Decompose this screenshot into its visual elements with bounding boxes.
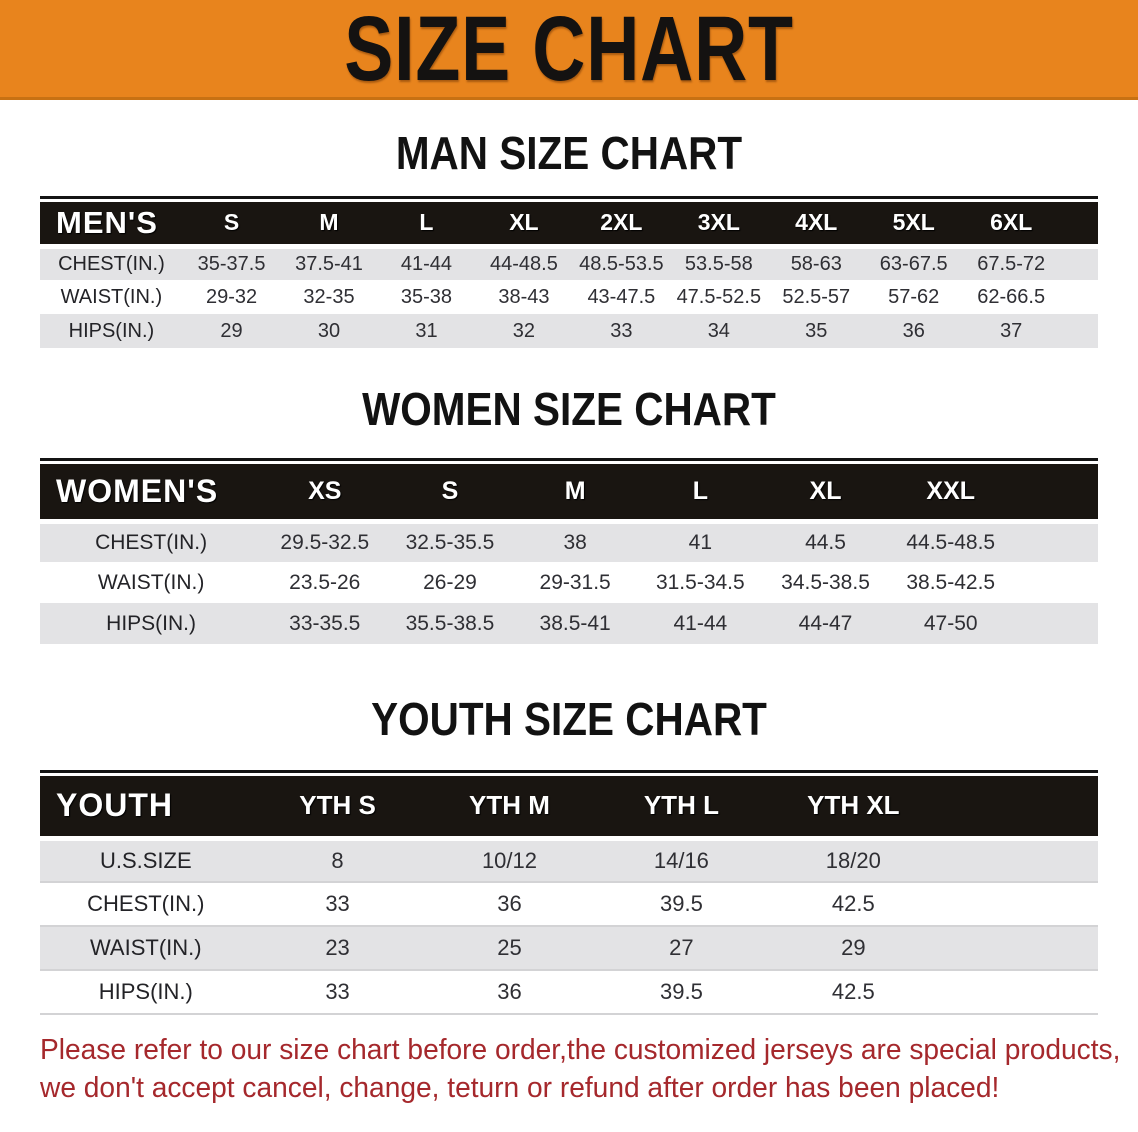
youth-size-value-cell: 42.5 — [767, 882, 939, 926]
spacer-cell — [1060, 246, 1098, 280]
men-size-table-wrap — [40, 196, 1098, 348]
women-table-row — [40, 562, 1098, 603]
youth-size-value-cell: 42.5 — [767, 970, 939, 1014]
youth-size-value-cell: 10/12 — [424, 838, 596, 882]
women-size-value-cell: 29-31.5 — [513, 562, 638, 603]
women-size-value-cell: 38.5-41 — [513, 603, 638, 644]
spacer-cell — [1013, 603, 1098, 644]
spacer-cell — [1060, 314, 1098, 348]
men-size-value-cell: 43-47.5 — [573, 280, 670, 314]
youth-size-value-cell: 33 — [252, 970, 424, 1014]
youth-table-row — [40, 970, 1098, 1014]
youth-size-value-cell: 23 — [252, 926, 424, 970]
men-table-row — [40, 246, 1098, 280]
men-size-value-cell: 35-38 — [378, 280, 475, 314]
youth-size-table-wrap — [40, 770, 1098, 1015]
youth-size-value-cell: 36 — [424, 882, 596, 926]
men-size-value-cell: 35 — [768, 314, 865, 348]
spacer-cell — [1060, 280, 1098, 314]
women-table-row — [40, 521, 1098, 562]
youth-table-row — [40, 926, 1098, 970]
women-table-corner-label: WOMEN'S — [40, 464, 262, 521]
women-size-table-wrap — [40, 458, 1098, 644]
men-size-column-header: XL — [475, 202, 572, 246]
youth-table-corner-label: YOUTH — [40, 776, 252, 838]
youth-size-value-cell: 14/16 — [595, 838, 767, 882]
women-section-heading: WOMEN SIZE CHART — [362, 383, 776, 435]
men-size-value-cell: 37 — [962, 314, 1059, 348]
youth-size-table — [40, 776, 1098, 1015]
spacer-cell — [939, 838, 1098, 882]
youth-row-label: U.S.SIZE — [40, 838, 252, 882]
youth-size-value-cell: 25 — [424, 926, 596, 970]
youth-section-heading: YOUTH SIZE CHART — [371, 693, 767, 745]
men-size-value-cell: 29-32 — [183, 280, 280, 314]
men-size-column-header: M — [280, 202, 377, 246]
women-row-label: WAIST(IN.) — [40, 562, 262, 603]
women-size-value-cell: 29.5-32.5 — [262, 521, 387, 562]
men-row-label: HIPS(IN.) — [40, 314, 183, 348]
youth-size-value-cell: 33 — [252, 882, 424, 926]
men-size-value-cell: 63-67.5 — [865, 246, 962, 280]
size-chart-title: SIZE CHART — [344, 0, 794, 100]
men-size-value-cell: 29 — [183, 314, 280, 348]
men-size-value-cell: 30 — [280, 314, 377, 348]
men-size-value-cell: 36 — [865, 314, 962, 348]
women-size-column-header: XL — [763, 464, 888, 521]
youth-row-label: WAIST(IN.) — [40, 926, 252, 970]
youth-size-column-header: YTH XL — [767, 776, 939, 838]
men-size-value-cell: 34 — [670, 314, 767, 348]
spacer-cell — [939, 776, 1098, 838]
women-size-value-cell: 34.5-38.5 — [763, 562, 888, 603]
women-size-value-cell: 38.5-42.5 — [888, 562, 1013, 603]
women-size-value-cell: 44.5-48.5 — [888, 521, 1013, 562]
men-size-value-cell: 47.5-52.5 — [670, 280, 767, 314]
women-size-value-cell: 44-47 — [763, 603, 888, 644]
spacer-cell — [939, 926, 1098, 970]
women-size-value-cell: 31.5-34.5 — [638, 562, 763, 603]
disclaimer-line-1: Please refer to our size chart before order,the customized jerseys are special products, — [40, 1034, 1121, 1066]
youth-row-label: HIPS(IN.) — [40, 970, 252, 1014]
women-size-column-header: XXL — [888, 464, 1013, 521]
men-table-row — [40, 314, 1098, 348]
women-size-value-cell: 47-50 — [888, 603, 1013, 644]
men-size-value-cell: 57-62 — [865, 280, 962, 314]
youth-table-row — [40, 838, 1098, 882]
disclaimer-text — [40, 1031, 1121, 1107]
women-size-value-cell: 23.5-26 — [262, 562, 387, 603]
men-section-heading: MAN SIZE CHART — [395, 127, 743, 179]
women-size-value-cell: 32.5-35.5 — [387, 521, 512, 562]
women-row-label: HIPS(IN.) — [40, 603, 262, 644]
women-size-value-cell: 41-44 — [638, 603, 763, 644]
women-size-value-cell: 38 — [513, 521, 638, 562]
spacer-cell — [939, 970, 1098, 1014]
youth-size-value-cell: 8 — [252, 838, 424, 882]
youth-size-value-cell: 18/20 — [767, 838, 939, 882]
women-size-table — [40, 464, 1098, 644]
men-size-value-cell: 37.5-41 — [280, 246, 377, 280]
youth-row-label: CHEST(IN.) — [40, 882, 252, 926]
women-size-value-cell: 33-35.5 — [262, 603, 387, 644]
youth-size-value-cell: 39.5 — [595, 970, 767, 1014]
spacer-cell — [939, 882, 1098, 926]
men-size-value-cell: 35-37.5 — [183, 246, 280, 280]
men-size-value-cell: 33 — [573, 314, 670, 348]
women-size-value-cell: 26-29 — [387, 562, 512, 603]
disclaimer-line-2: we don't accept cancel, change, teturn or refund after order has been placed! — [40, 1072, 1000, 1104]
men-size-column-header: S — [183, 202, 280, 246]
men-size-value-cell: 38-43 — [475, 280, 572, 314]
men-table-corner-label: MEN'S — [40, 202, 183, 246]
spacer-cell — [1013, 521, 1098, 562]
men-size-value-cell: 48.5-53.5 — [573, 246, 670, 280]
men-size-value-cell: 32 — [475, 314, 572, 348]
youth-size-value-cell: 36 — [424, 970, 596, 1014]
spacer-cell — [1013, 562, 1098, 603]
women-size-column-header: S — [387, 464, 512, 521]
men-size-value-cell: 58-63 — [768, 246, 865, 280]
men-size-column-header: L — [378, 202, 475, 246]
men-size-value-cell: 44-48.5 — [475, 246, 572, 280]
women-size-value-cell: 35.5-38.5 — [387, 603, 512, 644]
men-size-value-cell: 67.5-72 — [962, 246, 1059, 280]
women-table-row — [40, 603, 1098, 644]
men-size-column-header: 4XL — [768, 202, 865, 246]
women-row-label: CHEST(IN.) — [40, 521, 262, 562]
men-size-value-cell: 31 — [378, 314, 475, 348]
youth-size-column-header: YTH S — [252, 776, 424, 838]
women-size-column-header: M — [513, 464, 638, 521]
women-size-column-header: XS — [262, 464, 387, 521]
men-size-value-cell: 52.5-57 — [768, 280, 865, 314]
men-row-label: WAIST(IN.) — [40, 280, 183, 314]
youth-table-row — [40, 882, 1098, 926]
men-size-value-cell: 41-44 — [378, 246, 475, 280]
men-size-column-header: 5XL — [865, 202, 962, 246]
youth-size-value-cell: 39.5 — [595, 882, 767, 926]
men-size-table — [40, 202, 1098, 348]
spacer-cell — [1013, 464, 1098, 521]
youth-size-value-cell: 27 — [595, 926, 767, 970]
spacer-cell — [1060, 202, 1098, 246]
women-size-value-cell: 41 — [638, 521, 763, 562]
men-size-column-header: 6XL — [962, 202, 1059, 246]
youth-size-column-header: YTH L — [595, 776, 767, 838]
men-size-value-cell: 32-35 — [280, 280, 377, 314]
men-table-row — [40, 280, 1098, 314]
youth-size-column-header: YTH M — [424, 776, 596, 838]
youth-size-value-cell: 29 — [767, 926, 939, 970]
men-size-value-cell: 53.5-58 — [670, 246, 767, 280]
men-size-column-header: 2XL — [573, 202, 670, 246]
size-chart-banner — [0, 0, 1138, 100]
women-size-column-header: L — [638, 464, 763, 521]
men-row-label: CHEST(IN.) — [40, 246, 183, 280]
men-size-value-cell: 62-66.5 — [962, 280, 1059, 314]
women-size-value-cell: 44.5 — [763, 521, 888, 562]
men-size-column-header: 3XL — [670, 202, 767, 246]
